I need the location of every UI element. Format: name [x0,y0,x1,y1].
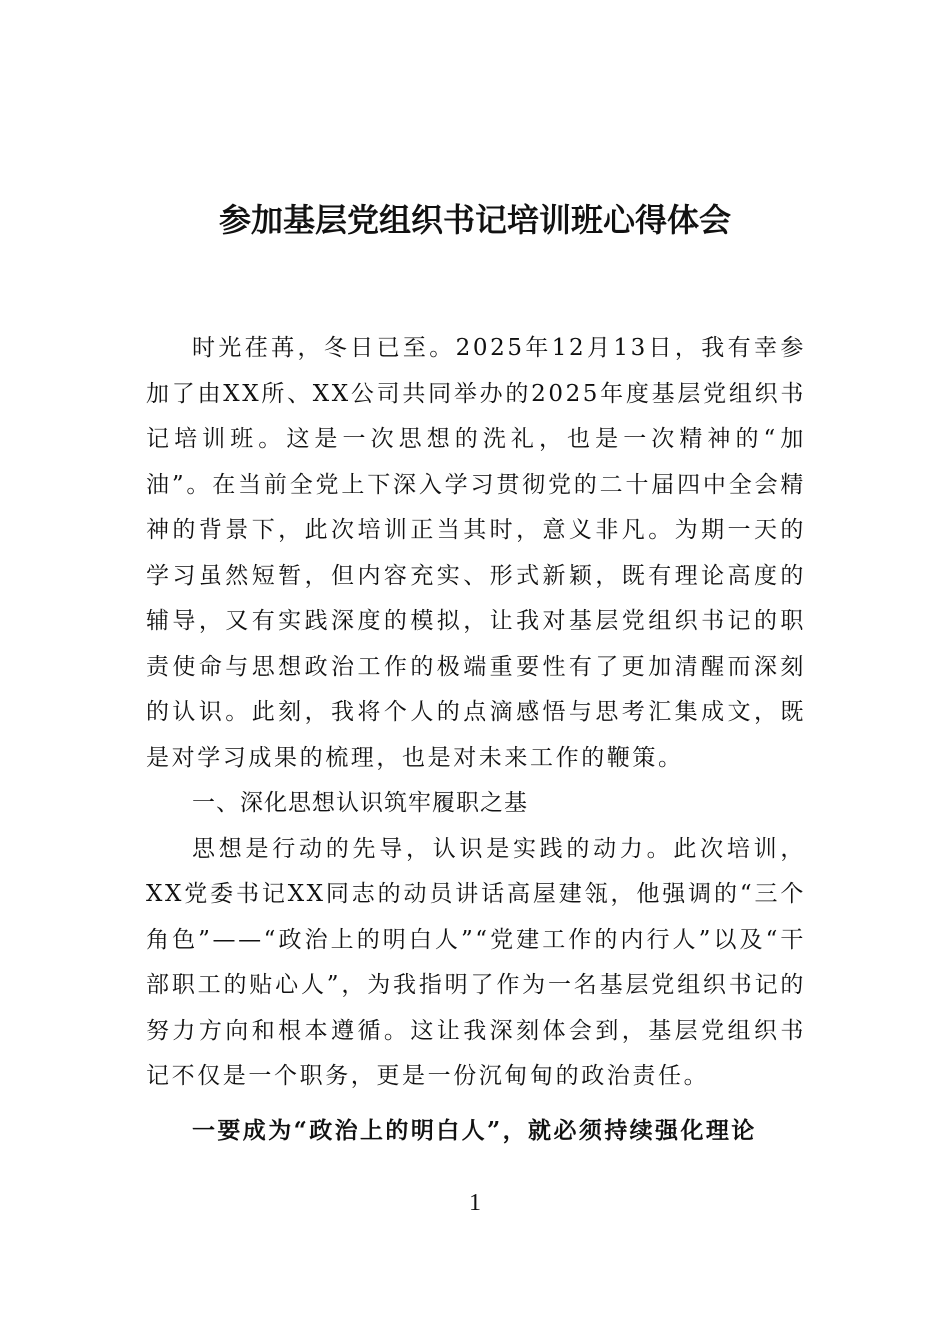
section-heading: 一、深化思想认识筑牢履职之基 [192,790,528,816]
intro-paragraph: 时光荏苒，冬日已至。2025年12月13日，我有幸参加了由XX所、XX公司共同举办的2025年度基层党组织书记培训班。这是一次思想的洗礼，也是一次精神的“加油”。在当前全党上下深入学习贯彻党的二十届四中全会精神的背景下，此次培训正当其时，意义非凡。为期一天的学习虽然短暂，但内容充实、形式新颖，既有理论高度的辅导，又有实践深度的模拟，让我对基层党组织书记的职责使命与思想政治工作的极端重要性有了更加清醒而深刻的认识。此刻，我将个人的点滴感悟与思考汇集成文，既是对学习成果的梳理，也是对未来工作的鞭策。 [146,335,806,771]
document-body [146,326,806,1153]
document-title: 参加基层党组织书记培训班心得体会 [218,201,731,239]
bold-lead-sentence: 一要成为“政治上的明白人”，就必须持续强化理论 [192,1116,757,1144]
page-number: 1 [469,1190,481,1216]
section-paragraph: 思想是行动的先导，认识是实践的动力。此次培训，XX党委书记XX同志的动员讲话高屋建瓴，他强调的“三个角色”——“政治上的明白人”“党建工作的内行人”以及“干部职工的贴心人”，为我指明了作为一名基层党组织书记的努力方向和根本遵循。这让我深刻体会到，基层党组织书记不仅是一个职务，更是一份沉甸甸的政治责任。 [146,835,806,1089]
